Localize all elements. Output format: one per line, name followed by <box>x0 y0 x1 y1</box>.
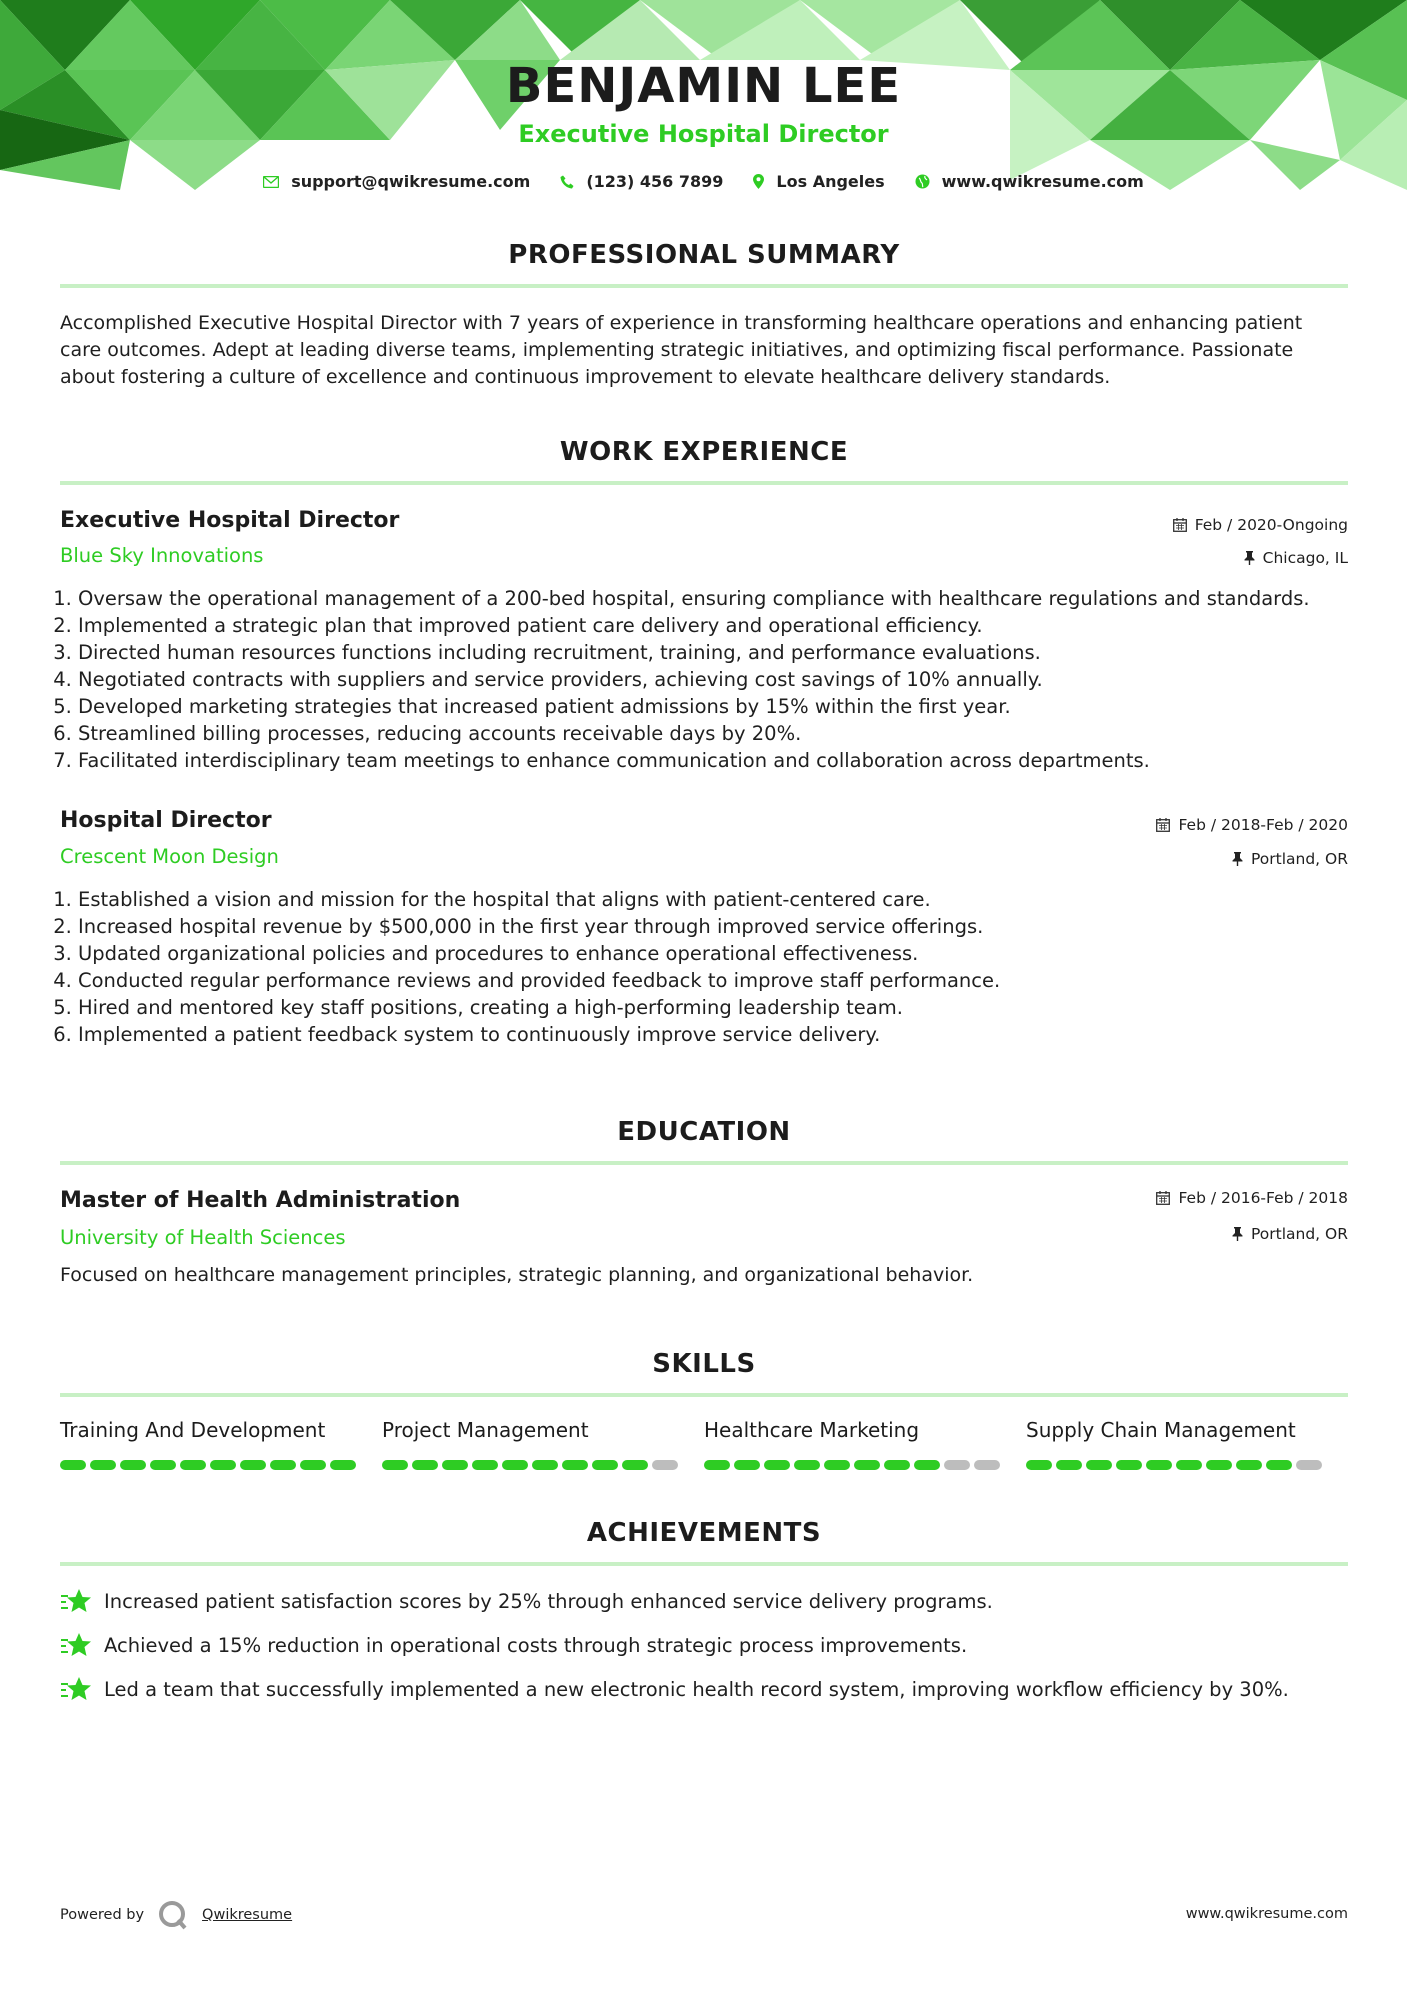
pushpin-icon <box>1232 1227 1243 1241</box>
skill-level-segment <box>180 1460 206 1470</box>
skill-level-segment <box>884 1460 910 1470</box>
summary-text: Accomplished Executive Hospital Director with 7 years of experience in transforming healthcare operations and enhancing patient care outcomes. Adept at leading diverse teams, implementing strategic initiatives, and optimizing fiscal performance. Passionate about fostering a culture of excellence and continuous improvement to elevate healthcare delivery standards. <box>60 312 1303 388</box>
list-item: 6. Streamlined billing processes, reducing accounts receivable days by 20%. <box>78 720 1378 747</box>
job-bullets <box>60 585 1378 774</box>
envelope-icon <box>263 176 279 188</box>
list-item: 7. Facilitated interdisciplinary team meetings to enhance communication and collaboration across departments. <box>78 747 1378 774</box>
achievement-item <box>60 1588 993 1614</box>
skill-level-segment <box>60 1460 86 1470</box>
skill-level-segment <box>652 1460 678 1470</box>
skill-level-segment <box>382 1460 408 1470</box>
skill-level-segment <box>824 1460 850 1470</box>
skills-divider <box>60 1393 1348 1397</box>
contact-bar <box>0 172 1407 191</box>
job-bullets <box>60 886 1378 1048</box>
website-text: www.qwikresume.com <box>941 172 1144 191</box>
job-location <box>1232 850 1348 868</box>
skill-level-bar <box>382 1460 704 1470</box>
list-item: 3. Updated organizational policies and procedures to enhance operational effectiveness. <box>78 940 1378 967</box>
job-location <box>1244 549 1348 567</box>
achievement-text: Achieved a 15% reduction in operational costs through strategic process improvements. <box>104 1633 968 1657</box>
job-location-text: Portland, OR <box>1250 850 1348 868</box>
education-description: Focused on healthcare management principles, strategic planning, and organizational behavior. <box>60 1264 974 1286</box>
skill-level-segment <box>412 1460 438 1470</box>
skill-level-segment <box>1086 1460 1112 1470</box>
list-item: 1. Oversaw the operational management of a 200-bed hospital, ensuring compliance with healthcare regulations and standards. <box>78 585 1378 612</box>
skill-level-segment <box>1146 1460 1172 1470</box>
skill-level-segment <box>794 1460 820 1470</box>
skill-name: Supply Chain Management <box>1026 1418 1296 1442</box>
skill-level-segment <box>764 1460 790 1470</box>
skill-level-segment <box>1026 1460 1052 1470</box>
experience-divider <box>60 481 1348 485</box>
achievement-item <box>60 1676 1289 1702</box>
achievement-text: Led a team that successfully implemented a new electronic health record system, improving workflow efficiency by 30%. <box>104 1677 1289 1701</box>
list-item: 1. Established a vision and mission for the hospital that aligns with patient-centered care. <box>78 886 1378 913</box>
list-item: 4. Negotiated contracts with suppliers and service providers, achieving cost savings of 10% annually. <box>78 666 1378 693</box>
summary-heading: PROFESSIONAL SUMMARY <box>508 240 900 270</box>
degree-title: Master of Health Administration <box>60 1188 461 1213</box>
skill-level-segment <box>240 1460 266 1470</box>
achievements-heading: ACHIEVEMENTS <box>586 1518 822 1548</box>
skill-item <box>60 1418 382 1470</box>
list-item: 5. Hired and mentored key staff positions, creating a high-performing leadership team. <box>78 994 1378 1021</box>
skill-level-segment <box>1176 1460 1202 1470</box>
job-location-text: Chicago, IL <box>1262 549 1348 567</box>
skill-level-segment <box>502 1460 528 1470</box>
star-icon <box>60 1632 92 1658</box>
candidate-role: Executive Hospital Director <box>518 120 889 148</box>
school-name: University of Health Sciences <box>60 1226 346 1249</box>
contact-website[interactable] <box>915 172 1144 191</box>
skill-level-bar <box>704 1460 1026 1470</box>
achievements-divider <box>60 1562 1348 1566</box>
job-dates-text: Feb / 2018-Feb / 2020 <box>1178 816 1348 834</box>
skill-level-bar <box>1026 1460 1348 1470</box>
skills-heading: SKILLS <box>652 1349 756 1379</box>
list-item: 5. Developed marketing strategies that increased patient admissions by 15% within the first year. <box>78 693 1378 720</box>
skill-level-segment <box>1236 1460 1262 1470</box>
skill-level-segment <box>442 1460 468 1470</box>
education-heading: EDUCATION <box>617 1117 791 1147</box>
skill-name: Training And Development <box>60 1418 326 1442</box>
skill-name: Healthcare Marketing <box>704 1418 920 1442</box>
footer-website[interactable]: www.qwikresume.com <box>1185 1906 1348 1922</box>
qwikresume-logo-icon <box>158 1900 188 1930</box>
job-dates <box>1156 816 1348 834</box>
skill-level-segment <box>1116 1460 1142 1470</box>
phone-icon <box>560 175 574 189</box>
education-dates <box>1156 1189 1348 1207</box>
list-item: 4. Conducted regular performance reviews and provided feedback to improve staff performance. <box>78 967 1378 994</box>
skill-level-segment <box>562 1460 588 1470</box>
skill-level-segment <box>704 1460 730 1470</box>
company-name: Crescent Moon Design <box>60 845 279 868</box>
contact-email[interactable] <box>263 172 530 191</box>
globe-icon <box>915 174 930 189</box>
list-item: 2. Increased hospital revenue by $500,000 in the first year through improved service offerings. <box>78 913 1378 940</box>
skill-level-segment <box>210 1460 236 1470</box>
skill-level-segment <box>270 1460 296 1470</box>
job-title: Hospital Director <box>60 808 272 833</box>
qwikresume-link[interactable]: Qwikresume <box>202 1907 293 1923</box>
footer-powered-by <box>60 1900 292 1930</box>
skill-level-segment <box>1056 1460 1082 1470</box>
calendar-icon <box>1156 1191 1170 1205</box>
job-dates <box>1173 516 1348 534</box>
calendar-icon <box>1173 518 1187 532</box>
job-dates-text: Feb / 2020-Ongoing <box>1194 516 1348 534</box>
skill-level-segment <box>330 1460 356 1470</box>
star-icon <box>60 1676 92 1702</box>
skill-name: Project Management <box>382 1418 589 1442</box>
skill-level-segment <box>150 1460 176 1470</box>
education-dates-text: Feb / 2016-Feb / 2018 <box>1178 1189 1348 1207</box>
skill-level-segment <box>1266 1460 1292 1470</box>
skill-level-segment <box>592 1460 618 1470</box>
summary-divider <box>60 284 1348 288</box>
list-item: 6. Implemented a patient feedback system to continuously improve service delivery. <box>78 1021 1378 1048</box>
candidate-name: BENJAMIN LEE <box>505 58 902 114</box>
phone-text: (123) 456 7899 <box>586 172 724 191</box>
skill-level-segment <box>472 1460 498 1470</box>
email-text: support@qwikresume.com <box>291 172 531 191</box>
skill-level-segment <box>1296 1460 1322 1470</box>
job-title: Executive Hospital Director <box>60 508 400 533</box>
skills-list <box>60 1418 1348 1470</box>
skill-level-segment <box>734 1460 760 1470</box>
pushpin-icon <box>1232 852 1243 866</box>
achievement-text: Increased patient satisfaction scores by 25% through enhanced service delivery programs. <box>104 1589 993 1613</box>
skill-level-segment <box>1206 1460 1232 1470</box>
powered-by-label: Powered by <box>60 1907 145 1923</box>
achievement-item <box>60 1632 967 1658</box>
skill-level-bar <box>60 1460 382 1470</box>
contact-phone[interactable] <box>560 172 723 191</box>
skill-level-segment <box>532 1460 558 1470</box>
experience-heading: WORK EXPERIENCE <box>559 437 849 467</box>
skill-level-segment <box>974 1460 1000 1470</box>
star-icon <box>60 1588 92 1614</box>
list-item: 2. Implemented a strategic plan that improved patient care delivery and operational efficiency. <box>78 612 1378 639</box>
list-item: 3. Directed human resources functions including recruitment, training, and performance evaluations. <box>78 639 1378 666</box>
skill-level-segment <box>944 1460 970 1470</box>
skill-level-segment <box>914 1460 940 1470</box>
map-marker-icon <box>753 174 764 189</box>
location-text: Los Angeles <box>776 172 885 191</box>
contact-location <box>753 172 884 191</box>
skill-item <box>382 1418 704 1470</box>
education-location <box>1232 1225 1348 1243</box>
skill-level-segment <box>854 1460 880 1470</box>
skill-level-segment <box>120 1460 146 1470</box>
skill-item <box>1026 1418 1348 1470</box>
pushpin-icon <box>1244 551 1255 565</box>
company-name: Blue Sky Innovations <box>60 544 264 567</box>
calendar-icon <box>1156 818 1170 832</box>
skill-level-segment <box>300 1460 326 1470</box>
education-location-text: Portland, OR <box>1250 1225 1348 1243</box>
skill-level-segment <box>90 1460 116 1470</box>
skill-item <box>704 1418 1026 1470</box>
skill-level-segment <box>622 1460 648 1470</box>
education-divider <box>60 1161 1348 1165</box>
